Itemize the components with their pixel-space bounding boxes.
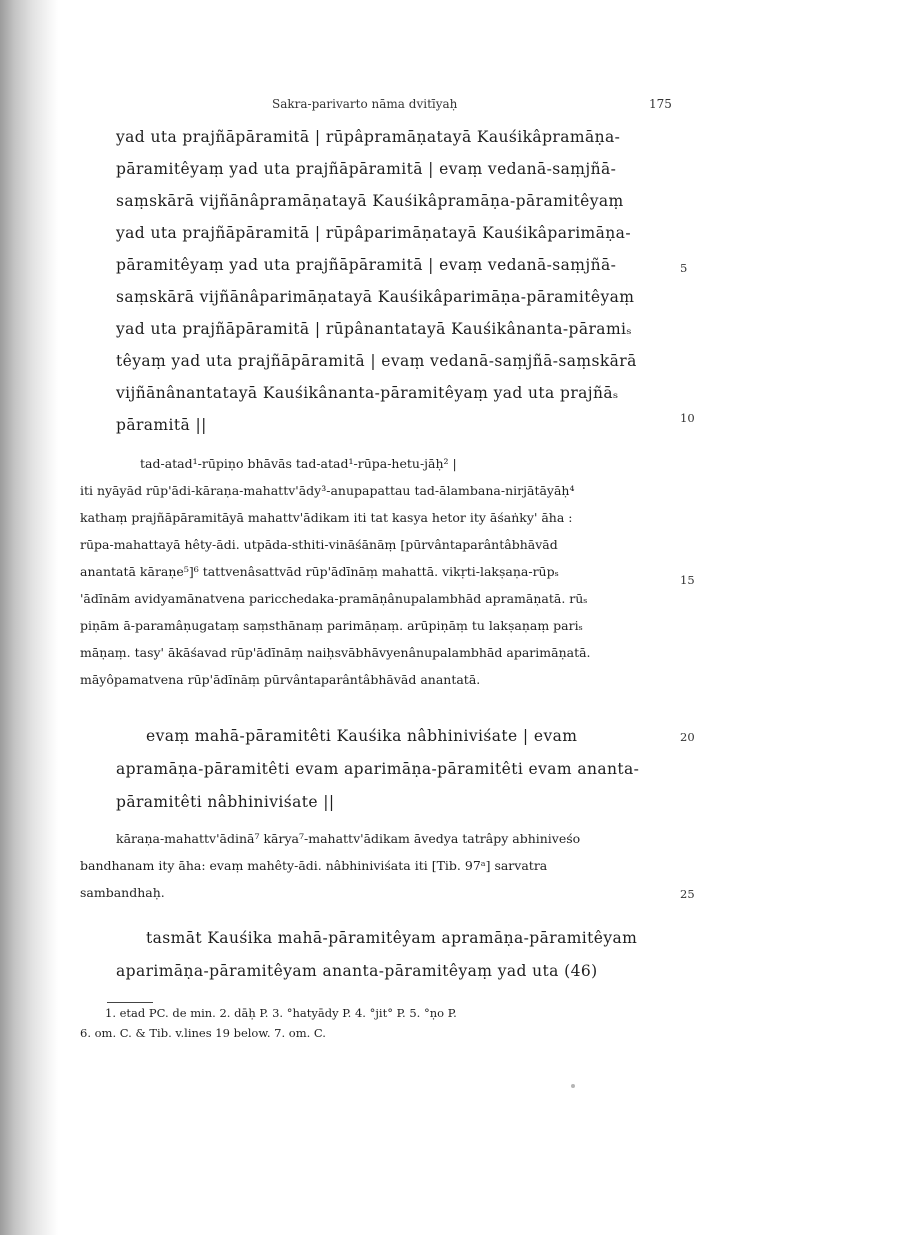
line-number-25: 25 — [680, 887, 695, 901]
line-number-20: 20 — [680, 730, 695, 744]
commentary-line: tad-atad¹-rūpiṇo bhāvās tad-atad¹-rūpa-hetu-jāḥ² | — [140, 456, 457, 471]
commentary-line: kāraṇa-mahattv'ādinā⁷ kārya⁷-mahattv'ādikam āvedya tatrâpy abhiniveśo — [116, 831, 581, 846]
text-line: yad uta prajñāpāramitā | rūpâparimāṇatayā Kauśikâparimāṇa- — [116, 224, 631, 242]
line-number-10: 10 — [680, 411, 695, 425]
text-line: vijñānânantatayā Kauśikânanta-pāramitêyaṃ yad uta prajñāₛ — [116, 384, 619, 402]
text-line: pāramitêyaṃ yad uta prajñāpāramitā | evaṃ vedanā-saṃjñā- — [116, 160, 617, 178]
line-number-15: 15 — [680, 573, 695, 587]
footnote-line: 6. om. C. & Tib. v.lines 19 below. 7. om. C. — [80, 1026, 326, 1040]
text-line: aparimāṇa-pāramitêyam ananta-pāramitêyaṃ yad uta (46) — [116, 962, 598, 980]
commentary-line: māyôpamatvena rūp'ādīnāṃ pūrvântaparântâbhāvād anantatā. — [80, 672, 481, 687]
commentary-line: iti nyāyād rūp'ādi-kāraṇa-mahattv'ādy³-anupapattau tad-ālambana-nirjātāyāḥ⁴ — [80, 483, 575, 498]
text-line: apramāṇa-pāramitêti evam aparimāṇa-pāramitêti evam ananta- — [116, 760, 640, 778]
text-line: saṃskārā vijñānâpramāṇatayā Kauśikâpramāṇa-pāramitêyaṃ — [116, 192, 624, 210]
text-line: evaṃ mahā-pāramitêti Kauśika nâbhiniviśate | evam — [146, 727, 578, 745]
text-line: pāramitêti nâbhiniviśate || — [116, 793, 335, 811]
binding-shadow — [0, 0, 58, 1235]
text-line: pāramitā || — [116, 416, 207, 434]
text-line: tasmāt Kauśika mahā-pāramitêyam apramāṇa-pāramitêyam — [146, 929, 638, 947]
commentary-line: piṇām ā-paramâṇugataṃ saṃsthānaṃ parimāṇaṃ. arūpiṇāṃ tu lakṣaṇaṃ pariₛ — [80, 618, 583, 633]
commentary-line: 'ādīnām avidyamānatvena paricchedaka-pramāṇânupalambhād apramāṇatā. rūₛ — [80, 591, 588, 606]
page-number: 175 — [649, 97, 672, 111]
commentary-line: anantatā kāraṇe⁵]⁶ tattvenâsattvād rūp'ādīnāṃ mahattā. vikṛti-lakṣaṇa-rūpₛ — [80, 564, 559, 579]
text-line: yad uta prajñāpāramitā | rūpâpramāṇatayā Kauśikâpramāṇa- — [116, 128, 621, 146]
commentary-line: rūpa-mahattayā hêty-ādi. utpāda-sthiti-vināśānāṃ [pūrvântaparântâbhāvād — [80, 537, 558, 552]
text-line: têyaṃ yad uta prajñāpāramitā | evaṃ vedanā-saṃjñā-saṃskārā — [116, 352, 637, 370]
scan-speck — [571, 1084, 575, 1088]
text-line: yad uta prajñāpāramitā | rūpânantatayā Kauśikânanta-pāramiₛ — [116, 320, 633, 338]
text-line: pāramitêyaṃ yad uta prajñāpāramitā | evaṃ vedanā-saṃjñā- — [116, 256, 617, 274]
footnote-rule — [107, 1002, 153, 1003]
commentary-line: māṇaṃ. tasy' ākāśavad rūp'ādīnāṃ naiḥsvābhāvyenânupalambhād aparimāṇatā. — [80, 645, 591, 660]
commentary-line: sambandhaḥ. — [80, 885, 165, 900]
commentary-line: kathaṃ prajñāpāramitāyā mahattv'ādikam iti tat kasya hetor ity āśaṅky' āha : — [80, 510, 573, 525]
running-title: Sakra-parivarto nāma dvitīyaḥ — [272, 97, 458, 111]
line-number-5: 5 — [680, 261, 688, 275]
commentary-line: bandhanam ity āha: evaṃ mahêty-ādi. nâbhiniviśata iti [Tib. 97ᵃ] sarvatra — [80, 858, 548, 873]
text-line: saṃskārā vijñānâparimāṇatayā Kauśikâparimāṇa-pāramitêyaṃ — [116, 288, 635, 306]
footnote-line: 1. etad PC. de min. 2. dāḥ P. 3. °hatyādy P. 4. °jit° P. 5. °ṇo P. — [105, 1006, 457, 1020]
